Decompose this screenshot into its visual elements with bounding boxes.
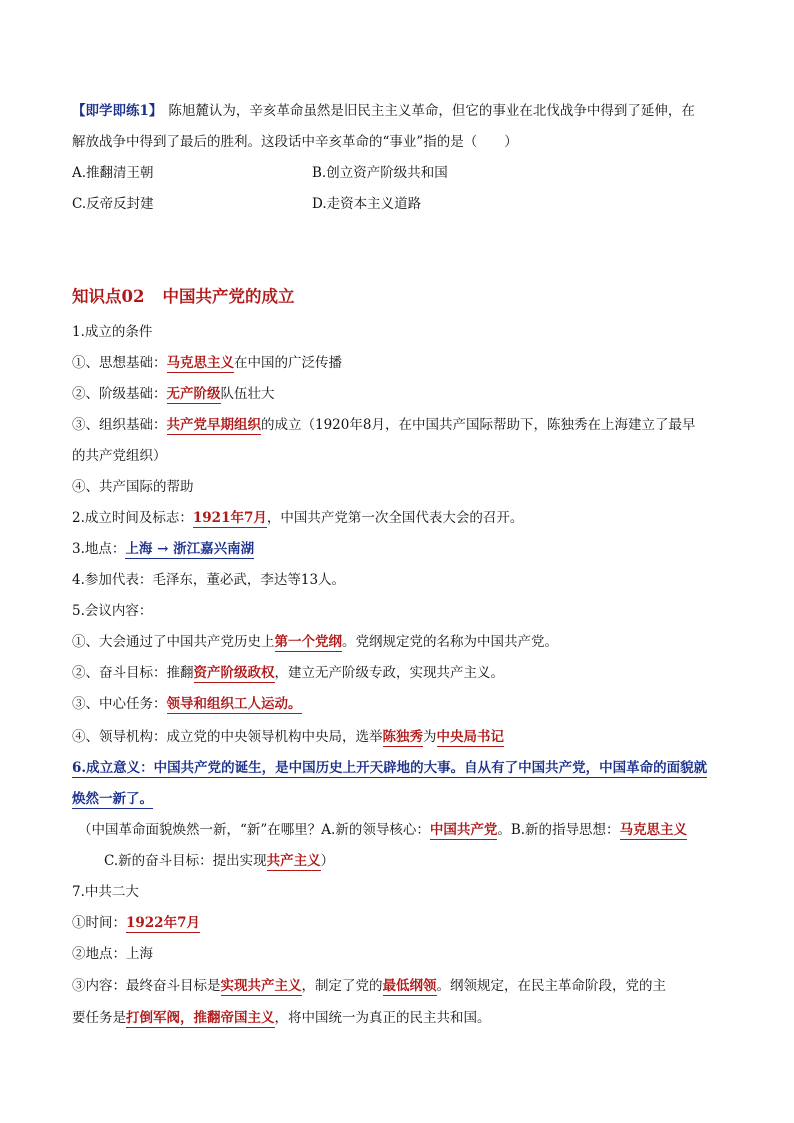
second-congress-content: ③内容：最终奋斗目标是实现共产主义，制定了党的最低纲领。纲领规定，在民主革命阶段，党的主 <box>72 978 666 994</box>
class-basis: ②、阶级基础：无产阶级队伍壮大 <box>72 386 275 402</box>
organization-basis-cont: 的共产党组织） <box>72 448 167 464</box>
condition-heading: 1.成立的条件 <box>72 324 153 340</box>
organization-basis: ③、组织基础：共产党早期组织的成立（1920年8月，在中国共产国际帮助下，陈独秀在上海建立了最早 <box>72 417 696 433</box>
option-a: A.推翻清王朝 <box>72 165 154 181</box>
key-communism: 共产主义 <box>266 853 321 869</box>
ideology-basis: ①、思想基础：马克思主义在中国的广泛传播 <box>72 355 342 371</box>
second-congress-time: ①时间：1922年7月 <box>72 915 200 931</box>
meeting-content-heading: 5.会议内容： <box>72 603 153 619</box>
section-heading <box>72 285 294 309</box>
delegates: 4.参加代表：毛泽东，董必武，李达等13人。 <box>72 572 346 588</box>
second-congress-place: ②地点：上海 <box>72 946 153 962</box>
central-task: ③、中心任务：领导和组织工人运动。 <box>72 696 302 712</box>
key-proletariat: 无产阶级 <box>166 386 221 402</box>
key-1921: 1921年7月 <box>192 510 267 526</box>
new-goal: C.新的奋斗目标：提出实现共产主义） <box>104 853 335 869</box>
key-secretary: 中央局书记 <box>436 729 504 745</box>
option-c: C.反帝反封建 <box>72 196 154 212</box>
key-marxism-2: 马克思主义 <box>619 822 688 838</box>
first-program: ①、大会通过了中国共产党历史上第一个党纲。党纲规定党的名称为中国共产党。 <box>72 634 558 650</box>
second-congress-content-cont: 要任务是打倒军阀，推翻帝国主义，将中国统一为真正的民主共和国。 <box>72 1010 491 1026</box>
struggle-goal: ②、奋斗目标：推翻资产阶级政权，建立无产阶级专政，实现共产主义。 <box>72 665 504 681</box>
new-aspects: （中国革命面貌焕然一新，“新”在哪里？A.新的领导核心：中国共产党。B.新的指导思想：马克思主义 <box>78 822 688 838</box>
significance-line1: 6.成立意义：中国共产党的诞生，是中国历史上开天辟地的大事。自从有了中国共产党，中国革命的面貌就 <box>72 760 708 776</box>
practice-question-line1: 【即学即练1】 陈旭麓认为，辛亥革命虽然是旧民主主义革命，但它的事业在北伐战争中得到了延伸，在 <box>72 103 695 119</box>
significance-line2: 焕然一新了。 <box>72 791 153 807</box>
key-marxism: 马克思主义 <box>166 355 234 371</box>
key-realize-communism: 实现共产主义 <box>220 978 302 994</box>
second-congress-heading: 7.中共二大 <box>72 884 139 900</box>
key-bourgeois-regime: 资产阶级政权 <box>193 665 275 681</box>
founding-time: 2.成立时间及标志：1921年7月，中国共产党第一次全国代表大会的召开。 <box>72 510 524 526</box>
section-title: 中国共产党的成立 <box>162 287 295 306</box>
section-number: 知识点02 <box>72 287 145 306</box>
key-1922: 1922年7月 <box>126 915 200 931</box>
key-minimum-program: 最低纲领 <box>382 978 437 994</box>
key-place: 上海 → 浙江嘉兴南湖 <box>125 541 255 557</box>
key-chen-duxiu: 陈独秀 <box>382 729 423 745</box>
key-main-task: 打倒军阀，推翻帝国主义 <box>126 1010 275 1026</box>
comintern-help: ④、共产国际的帮助 <box>72 479 194 495</box>
key-early-organization: 共产党早期组织 <box>166 417 261 433</box>
practice-question-line2: 解放战争中得到了最后的胜利。这段话中辛亥革命的“事业”指的是（ ） <box>72 134 518 150</box>
option-b: B.创立资产阶级共和国 <box>312 165 448 181</box>
founding-place: 3.地点：上海 → 浙江嘉兴南湖 <box>72 541 255 557</box>
key-first-program: 第一个党纲 <box>274 634 342 650</box>
key-workers-movement: 领导和组织工人运动。 <box>166 696 302 712</box>
key-ccp: 中国共产党 <box>429 822 498 838</box>
practice-tag: 【即学即练1】 <box>72 103 163 119</box>
option-d: D.走资本主义道路 <box>312 196 422 212</box>
leadership: ④、领导机构：成立党的中央领导机构中央局，选举陈独秀为中央局书记 <box>72 729 504 745</box>
